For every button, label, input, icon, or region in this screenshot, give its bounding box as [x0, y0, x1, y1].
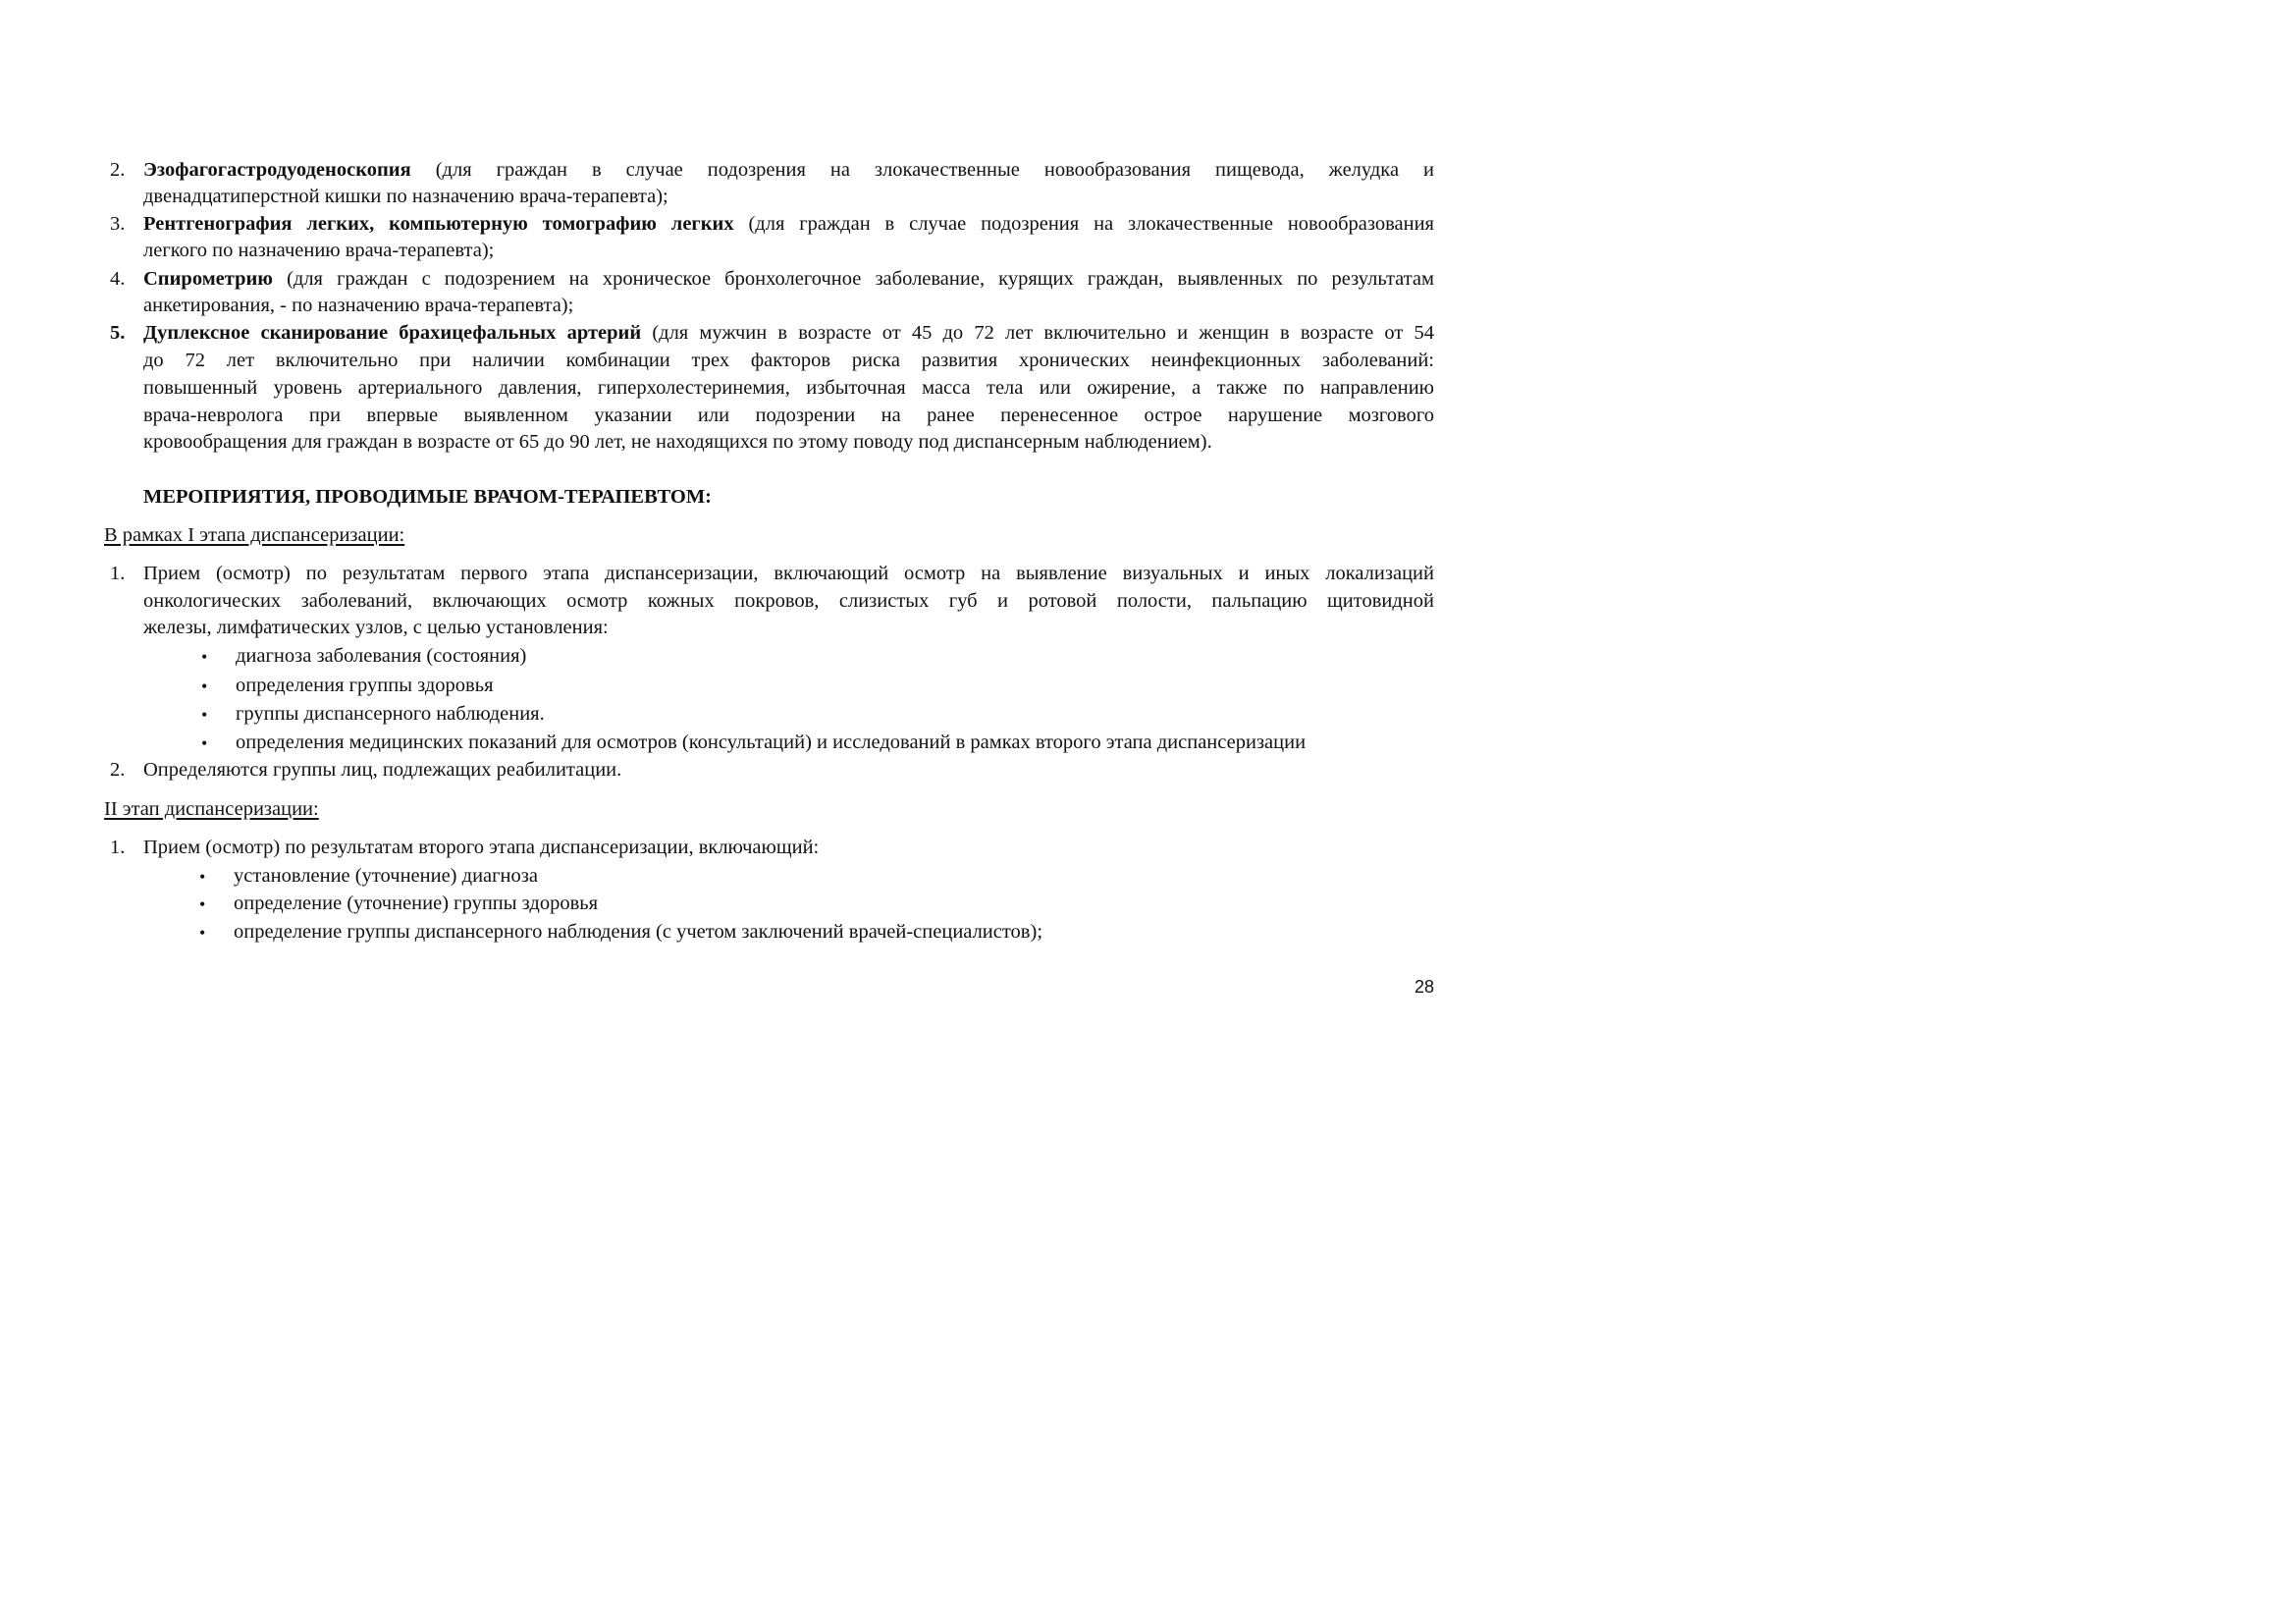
list-item-text — [143, 267, 1434, 291]
list-item-continuation: кровообращения для граждан в возрасте от 65 до 90 лет, не находящихся по этому поводу под диспансерным наблюдением). — [143, 431, 1212, 453]
bullet-marker: • — [199, 867, 206, 887]
document-page — [0, 0, 1531, 1084]
list-item-text: Определяются группы лиц, подлежащих реабилитации. — [143, 759, 622, 781]
bullet-item: определение группы диспансерного наблюдения (с учетом заключений врачей-специалистов); — [234, 921, 1043, 943]
list-item-continuation: повышенный уровень артериального давления, гиперхолестеринемия, избыточная масса тела или ожирение, а также по направлению — [143, 377, 1434, 399]
list-item-continuation: анкетирования, - по назначению врача-терапевта); — [143, 295, 574, 316]
bullet-marker: • — [201, 647, 208, 667]
bullet-item: определения медицинских показаний для осмотров (консультаций) и исследований в рамках второго этапа диспансеризации — [236, 731, 1307, 753]
list-number: 1. — [110, 837, 126, 858]
list-item-continuation: онкологических заболеваний, включающих осмотр кожных покровов, слизистых губ и ротовой полости, пальпацию щитовидной — [143, 590, 1434, 612]
bullet-marker: • — [199, 923, 206, 943]
stage1-title: В рамках I этапа диспансеризации: — [104, 524, 405, 546]
bullet-item: определения группы здоровья — [236, 675, 494, 696]
list-item-text: Прием (осмотр) по результатам первого этапа диспансеризации, включающий осмотр на выявление визуальных и иных локализаций — [143, 563, 1434, 584]
bullet-item: группы диспансерного наблюдения. — [236, 703, 545, 725]
bullet-marker: • — [201, 733, 208, 753]
item-text: (для мужчин в возрасте от 45 до 72 лет включительно и женщин в возрасте от 54 — [652, 322, 1435, 344]
bullet-marker: • — [199, 894, 206, 914]
item-text: (для граждан в случае подозрения на злокачественные новообразования пищевода, желудка и — [435, 159, 1434, 181]
list-number: 4. — [110, 268, 126, 290]
list-item-continuation: железы, лимфатических узлов, с целью установления: — [143, 617, 609, 638]
list-number: 2. — [110, 159, 126, 181]
list-item-text — [143, 321, 1434, 345]
list-item-text — [143, 212, 1434, 236]
item-text: (для граждан в случае подозрения на злокачественные новообразования — [748, 213, 1434, 235]
list-number: 5. — [110, 322, 126, 344]
list-item-text: Прием (осмотр) по результатам второго этапа диспансеризации, включающий: — [143, 837, 820, 858]
bullet-marker: • — [201, 677, 208, 696]
bullet-item: определение (уточнение) группы здоровья — [234, 893, 599, 914]
list-item-text — [143, 158, 1434, 182]
bold-term: Рентгенография легких, компьютерную томографию легких — [143, 213, 734, 235]
item-text: (для граждан с подозрением на хроническое бронхолегочное заболевание, курящих граждан, выявленных по результатам — [287, 268, 1435, 290]
bullet-item: диагноза заболевания (состояния) — [236, 645, 527, 667]
bullet-marker: • — [201, 705, 208, 725]
list-item-continuation: двенадцатиперстной кишки по назначению врача-терапевта); — [143, 186, 668, 207]
list-number: 2. — [110, 759, 126, 781]
bold-term: Спирометрию — [143, 268, 273, 290]
list-item-continuation: врача-невролога при впервые выявленном указании или подозрении на ранее перенесенное острое нарушение мозгового — [143, 405, 1434, 426]
section-heading: МЕРОПРИЯТИЯ, ПРОВОДИМЫЕ ВРАЧОМ-ТЕРАПЕВТОМ: — [143, 486, 712, 508]
bold-term: Дуплексное сканирование брахицефальных артерий — [143, 322, 642, 344]
list-number: 3. — [110, 213, 126, 235]
bullet-item: установление (уточнение) диагноза — [234, 865, 538, 887]
list-item-continuation: до 72 лет включительно при наличии комбинации трех факторов риска развития хронических неинфекционных заболеваний: — [143, 350, 1434, 371]
stage2-title: II этап диспансеризации: — [104, 798, 319, 820]
list-number: 1. — [110, 563, 126, 584]
list-item-continuation: легкого по назначению врача-терапевта); — [143, 240, 495, 261]
bold-term: Эзофагогастродуоденоскопия — [143, 159, 411, 181]
page-number: 28 — [1415, 977, 1435, 997]
